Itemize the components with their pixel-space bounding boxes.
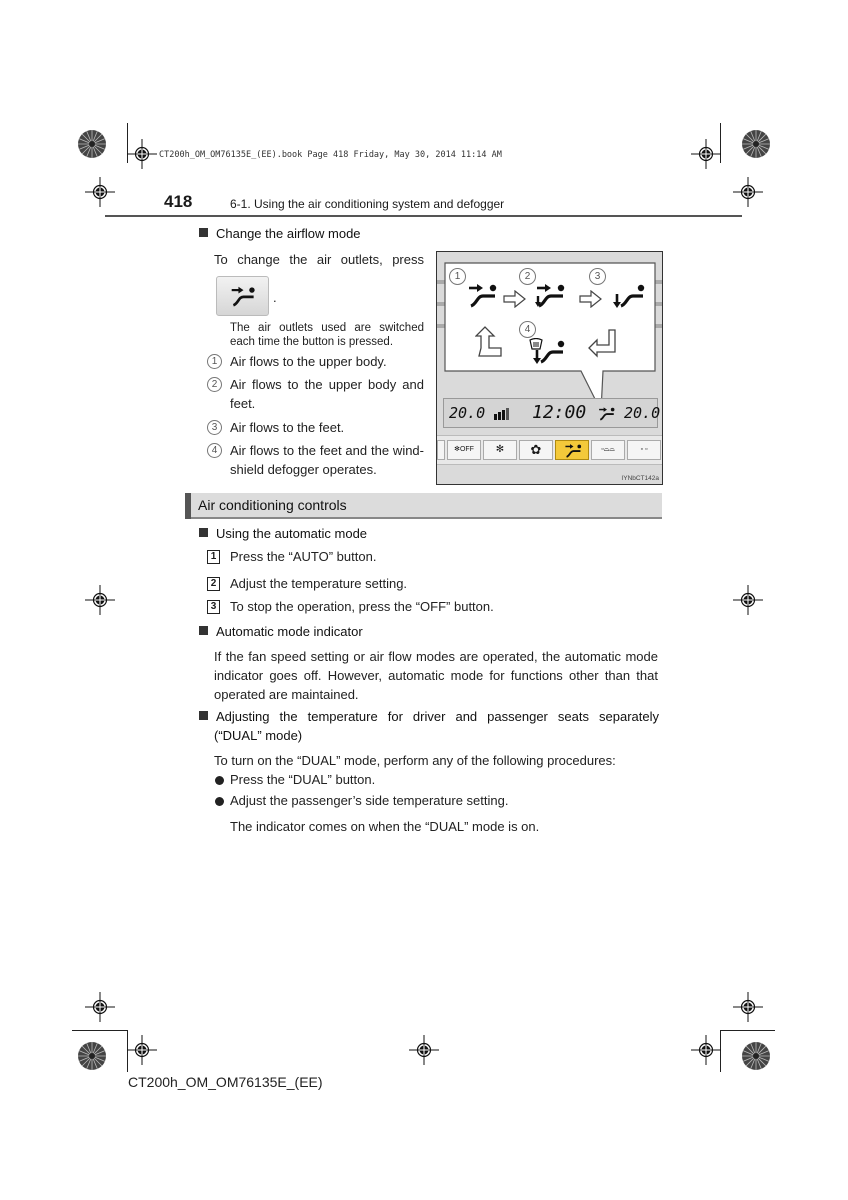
print-slug: CT200h_OM_OM76135E_(EE).book Page 418 Friday, May 30, 2014 11:14 AM: [159, 150, 502, 160]
color-wheel-icon: [77, 129, 107, 159]
registration-mark-icon: [691, 139, 721, 169]
callout-number: 4: [207, 443, 222, 458]
figure-code: IYNbCT142a: [621, 475, 659, 482]
running-title: 6-1. Using the air conditioning system and defogger: [230, 197, 505, 211]
airflow-item-text: feet.: [230, 396, 256, 411]
fan-icon: ✻: [454, 446, 460, 453]
airflow-mode-button[interactable]: [555, 440, 589, 460]
square-bullet-icon: [199, 228, 208, 237]
square-bullet-icon: [199, 626, 208, 635]
climate-display: [443, 398, 661, 428]
step-text: Press the “AUTO” button.: [230, 549, 377, 564]
airflow-note-line2: each time the button is pressed.: [230, 336, 394, 348]
upper-body-airflow-icon: [467, 282, 499, 308]
indicator-text-line: operated are maintained.: [214, 687, 359, 702]
dual-heading-line2: (“DUAL” mode): [214, 728, 303, 743]
figure-callout-number: 2: [519, 268, 536, 285]
section-header: [185, 493, 662, 519]
figure-callout-number: 1: [449, 268, 466, 285]
fan-icon: ✻: [495, 444, 505, 455]
header-rule: [105, 215, 742, 217]
recirculation-icon: ▫⌓⌓: [601, 446, 615, 453]
footer-doc-code: CT200h_OM_OM76135E_(EE): [128, 1074, 323, 1090]
registration-mark-icon: [85, 585, 115, 615]
fan-icon: ✿: [530, 442, 542, 457]
airflow-mode-icon: [598, 406, 616, 421]
color-wheel-icon: [77, 1041, 107, 1071]
indicator-text-line: indicator goes off. However, automatic mode for functions other than that: [214, 668, 658, 683]
panel-button[interactable]: [437, 440, 445, 460]
airflow-instruction: To change the air outlets, press: [214, 252, 424, 267]
driver-temperature-display: 20.0: [449, 404, 486, 422]
callout-number: 2: [207, 377, 222, 392]
outside-air-icon: ▫ ▫: [640, 446, 648, 453]
airflow-mode-icon: [564, 443, 583, 458]
sequence-arrow-icon: [503, 290, 527, 308]
clock-display: 12:00: [532, 402, 587, 423]
control-button-row: [436, 435, 663, 465]
airflow-item-text: Air flows to the feet and the wind-: [230, 443, 424, 458]
feet-airflow-icon: [613, 282, 645, 308]
dual-heading: Adjusting the temperature for driver and passenger seats separately: [199, 709, 659, 724]
indicator-heading: Automatic mode indicator: [199, 624, 363, 639]
registration-mark-icon: [691, 1035, 721, 1065]
airflow-mode-icon: [230, 285, 257, 307]
airflow-item-text: shield defogger operates.: [230, 462, 377, 477]
indicator-text-line: If the fan speed setting or air flow modes are operated, the automatic mode: [214, 649, 658, 664]
step-text: To stop the operation, press the “OFF” button.: [230, 599, 494, 614]
upper-body-feet-airflow-icon: [535, 282, 567, 308]
step-number: 1: [207, 550, 220, 564]
step-text: Adjust the temperature setting.: [230, 576, 408, 591]
registration-mark-icon: [85, 177, 115, 207]
fan-speed-bars: [494, 408, 512, 420]
step-number: 3: [207, 600, 220, 614]
bullet-text: Adjust the passenger’s side temperature setting.: [230, 793, 509, 808]
sequence-arrow-icon: [579, 290, 603, 308]
registration-mark-icon: [127, 139, 157, 169]
square-bullet-icon: [199, 528, 208, 537]
airflow-figure: [436, 251, 663, 485]
registration-mark-icon: [733, 177, 763, 207]
registration-mark-icon: [127, 1035, 157, 1065]
feet-defogger-airflow-icon: [533, 338, 565, 364]
airflow-heading: Change the airflow mode: [199, 226, 361, 241]
section-accent: [185, 493, 191, 519]
figure-callout-number: 3: [589, 268, 606, 285]
airflow-item-text: Air flows to the feet.: [230, 420, 345, 435]
dual-note: The indicator comes on when the “DUAL” mode is on.: [230, 819, 540, 834]
registration-mark-icon: [733, 992, 763, 1022]
crop-mark: [720, 1030, 775, 1031]
color-wheel-icon: [741, 129, 771, 159]
airflow-item-text: Air flows to the upper body and: [230, 377, 424, 392]
airflow-note-line1: The air outlets used are switched: [230, 322, 424, 334]
square-bullet-icon: [199, 711, 208, 720]
registration-mark-icon: [85, 992, 115, 1022]
bullet-icon: [215, 776, 224, 785]
airflow-mode-button[interactable]: [216, 276, 269, 316]
instruction-period: .: [273, 290, 277, 305]
figure-callout-number: 4: [519, 321, 536, 338]
registration-mark-icon: [409, 1035, 439, 1065]
outside-air-button[interactable]: [627, 440, 661, 460]
bullet-icon: [215, 797, 224, 806]
bullet-text: Press the “DUAL” button.: [230, 772, 376, 787]
recirculation-button[interactable]: [591, 440, 625, 460]
passenger-temperature-display: 20.0: [624, 404, 661, 422]
fan-down-button[interactable]: [483, 440, 517, 460]
bent-arrow-icon: [587, 328, 617, 358]
callout-number: 1: [207, 354, 222, 369]
fan-up-button[interactable]: [519, 440, 553, 460]
section-title: Air conditioning controls: [198, 497, 347, 513]
color-wheel-icon: [741, 1041, 771, 1071]
airflow-item-text: Air flows to the upper body.: [230, 354, 387, 369]
auto-mode-heading: Using the automatic mode: [199, 526, 367, 541]
step-number: 2: [207, 577, 220, 591]
page-number: 418: [164, 192, 193, 211]
off-button[interactable]: ✻OFF: [447, 440, 481, 460]
registration-mark-icon: [733, 585, 763, 615]
bent-arrow-icon: [475, 326, 505, 358]
crop-mark: [72, 1030, 127, 1031]
callout-number: 3: [207, 420, 222, 435]
dual-intro: To turn on the “DUAL” mode, perform any of the following procedures:: [214, 753, 616, 768]
